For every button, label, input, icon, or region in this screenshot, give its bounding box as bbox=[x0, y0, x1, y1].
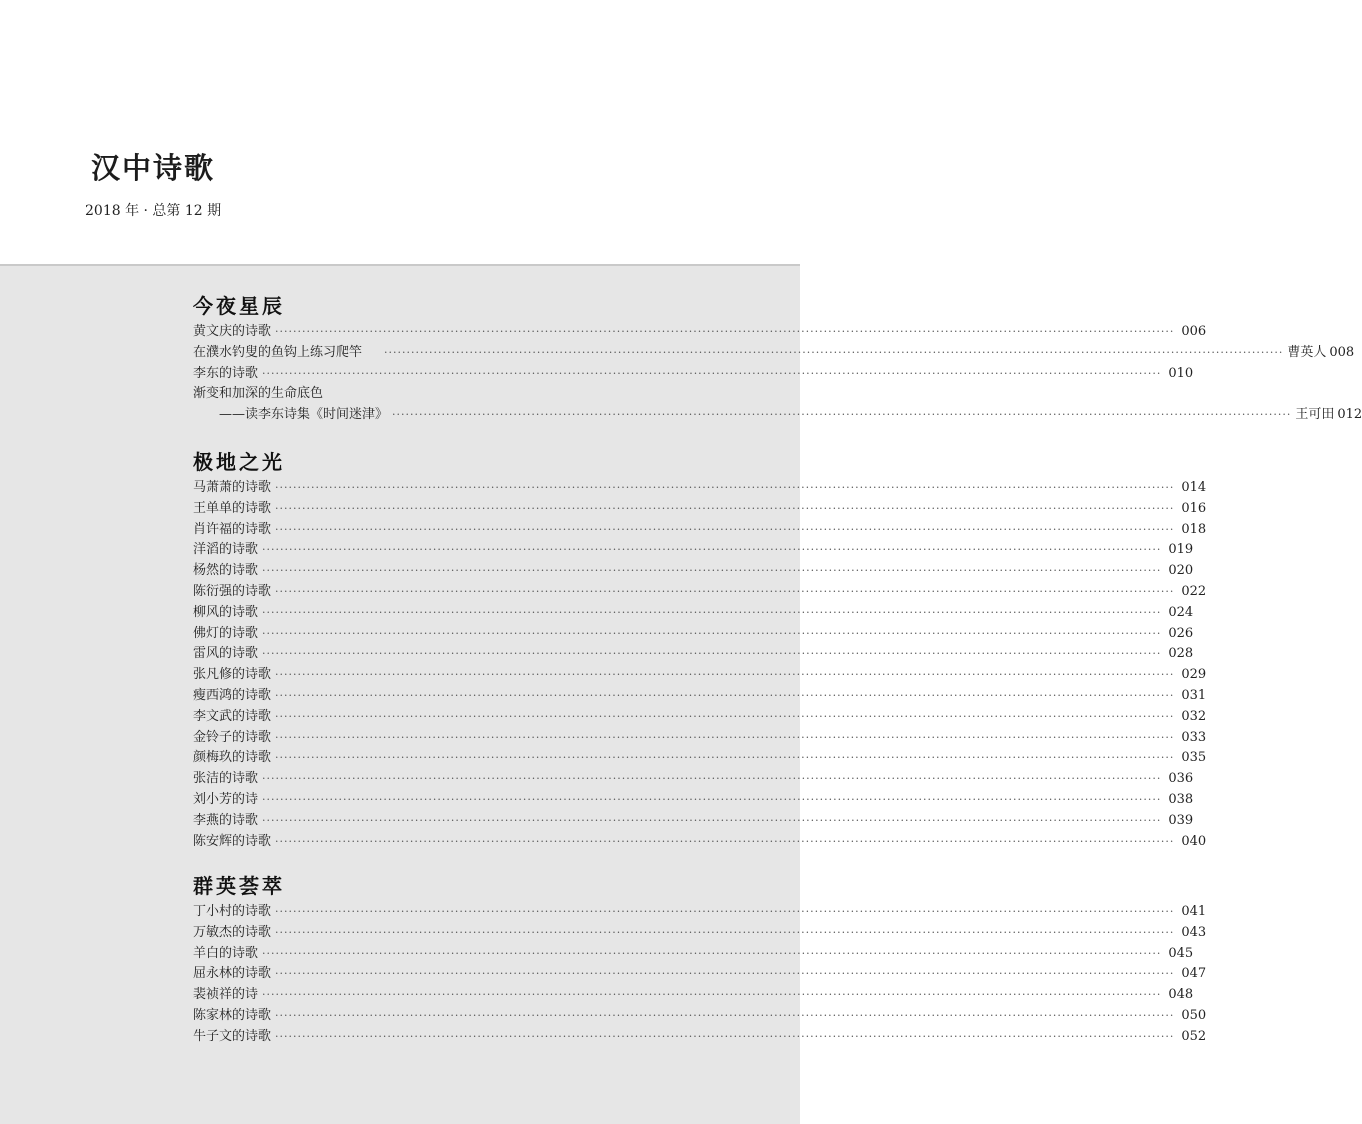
entry-title: 雷风的诗歌 bbox=[193, 646, 259, 662]
entry-page: 050 bbox=[1181, 1007, 1207, 1023]
dot-leader: ········································································································································································································ bbox=[275, 709, 1175, 723]
entry-title: 牛子文的诗歌 bbox=[193, 1028, 272, 1044]
entry-title: 李文武的诗歌 bbox=[193, 708, 272, 724]
toc-entry[interactable] bbox=[193, 964, 1207, 985]
toc-entry[interactable] bbox=[193, 811, 1194, 832]
entry-author: 王可田 bbox=[1295, 407, 1335, 423]
entry-title: 丁小村的诗歌 bbox=[193, 904, 272, 919]
entry-title: 李东的诗歌 bbox=[193, 365, 259, 381]
toc-entry[interactable] bbox=[193, 478, 1207, 499]
dot-leader: ········································································································································································································ bbox=[275, 481, 1175, 494]
page-header bbox=[0, 0, 800, 264]
entry-title: 李燕的诗歌 bbox=[193, 812, 259, 828]
toc-entry[interactable] bbox=[193, 832, 1207, 853]
entry-title: 陈衍强的诗歌 bbox=[193, 583, 272, 599]
entry-title: 洋滔的诗歌 bbox=[193, 542, 259, 558]
entry-page: 031 bbox=[1181, 687, 1207, 703]
toc-section-3 bbox=[193, 870, 1207, 1048]
toc-entry[interactable] bbox=[193, 902, 1207, 923]
section-title: 今夜星辰 bbox=[193, 294, 285, 318]
entry-page: 028 bbox=[1168, 646, 1194, 662]
toc-entry[interactable] bbox=[193, 624, 1194, 645]
entry-title: 肖许福的诗歌 bbox=[193, 521, 272, 537]
dot-leader: ········································································································································································································ bbox=[262, 564, 1162, 578]
entry-title: 渐变和加深的生命底色 bbox=[193, 386, 324, 402]
entry-title: 张凡修的诗歌 bbox=[193, 667, 272, 683]
toc-entry[interactable] bbox=[193, 769, 1194, 790]
entry-title: 羊白的诗歌 bbox=[193, 945, 259, 961]
dot-leader: ········································································································································································································ bbox=[262, 626, 1162, 640]
toc-entry[interactable] bbox=[193, 707, 1207, 728]
entry-page: 016 bbox=[1181, 500, 1207, 516]
dot-leader: ········································································································································································································ bbox=[275, 834, 1175, 848]
toc-entry[interactable] bbox=[193, 364, 1194, 385]
toc-entry[interactable] bbox=[193, 644, 1194, 665]
toc-entry[interactable] bbox=[193, 665, 1207, 686]
entry-title: 屈永林的诗歌 bbox=[193, 966, 272, 982]
entry-page: 010 bbox=[1168, 365, 1194, 381]
dot-leader: ········································································································································································································ bbox=[275, 584, 1175, 598]
entry-page: 043 bbox=[1181, 924, 1207, 940]
toc-entry[interactable] bbox=[193, 1027, 1207, 1048]
dot-leader: ········································································································································································································ bbox=[275, 325, 1175, 338]
entry-title: 在濮水钓叟的鱼钩上练习爬竿 bbox=[193, 344, 363, 360]
entry-page: 041 bbox=[1181, 904, 1207, 919]
toc-entry[interactable] bbox=[193, 923, 1207, 944]
entry-page: 047 bbox=[1181, 966, 1207, 982]
dot-leader: ········································································································································································································ bbox=[262, 813, 1162, 827]
entry-list bbox=[193, 478, 1207, 852]
entry-list bbox=[193, 902, 1207, 1048]
toc-entry-subtitle[interactable] bbox=[193, 405, 1362, 426]
entry-page: 036 bbox=[1168, 771, 1194, 787]
dot-leader: ········································································································································································································ bbox=[275, 925, 1175, 939]
entry-page: 026 bbox=[1168, 625, 1194, 641]
entry-page: 035 bbox=[1181, 750, 1207, 766]
entry-page: 029 bbox=[1181, 667, 1207, 683]
dot-leader: ········································································································································································································ bbox=[275, 688, 1175, 702]
magazine-title: 汉中诗歌 bbox=[91, 151, 216, 185]
entry-page: 040 bbox=[1181, 833, 1207, 849]
entry-page: 020 bbox=[1168, 563, 1194, 579]
toc-entry[interactable] bbox=[193, 985, 1194, 1006]
toc-entry[interactable] bbox=[193, 603, 1194, 624]
entry-page: 006 bbox=[1181, 324, 1207, 339]
dot-leader: ········································································································································································································ bbox=[262, 543, 1162, 557]
entry-title: ——读李东诗集《时间迷津》 bbox=[219, 407, 389, 423]
dot-leader: ········································································································································································································ bbox=[262, 605, 1162, 619]
entry-title: 金铃子的诗歌 bbox=[193, 729, 272, 745]
table-of-contents bbox=[0, 266, 1362, 1124]
toc-entry[interactable] bbox=[193, 748, 1207, 769]
toc-entry[interactable] bbox=[193, 499, 1207, 520]
entry-title: 柳风的诗歌 bbox=[193, 604, 259, 620]
toc-entry[interactable] bbox=[193, 686, 1207, 707]
toc-entry[interactable] bbox=[193, 343, 1355, 364]
toc-entry[interactable] bbox=[193, 582, 1207, 603]
entry-title: 杨然的诗歌 bbox=[193, 563, 259, 579]
entry-page: 014 bbox=[1181, 480, 1207, 495]
toc-entry[interactable] bbox=[193, 561, 1194, 582]
toc-entry[interactable] bbox=[193, 540, 1194, 561]
entry-page: 038 bbox=[1168, 791, 1194, 807]
section-title: 极地之光 bbox=[193, 450, 285, 474]
entry-page: 018 bbox=[1181, 521, 1207, 537]
dot-leader: ········································································································································································································ bbox=[384, 345, 1284, 359]
dot-leader: ········································································································································································································ bbox=[392, 408, 1292, 422]
entry-title: 佛灯的诗歌 bbox=[193, 625, 259, 641]
toc-entry[interactable] bbox=[193, 728, 1207, 749]
dot-leader: ········································································································································································································ bbox=[275, 522, 1175, 536]
entry-page: 019 bbox=[1168, 542, 1194, 558]
entry-author: 曹英人 bbox=[1287, 344, 1327, 360]
dot-leader: ········································································································································································································ bbox=[275, 668, 1175, 682]
toc-entry[interactable] bbox=[193, 1006, 1207, 1027]
dot-leader: ········································································································································································································ bbox=[275, 730, 1175, 744]
dot-leader: ········································································································································································································ bbox=[262, 647, 1162, 661]
issue-info: 2018 年 · 总第 12 期 bbox=[85, 203, 222, 219]
entry-title: 黄文庆的诗歌 bbox=[193, 324, 272, 339]
entry-title: 陈安辉的诗歌 bbox=[193, 833, 272, 849]
entry-page: 045 bbox=[1168, 945, 1194, 961]
entry-page: 033 bbox=[1181, 729, 1207, 745]
entry-list bbox=[193, 322, 1362, 426]
entry-page: 039 bbox=[1168, 812, 1194, 828]
entry-title: 刘小芳的诗 bbox=[193, 791, 259, 807]
dot-leader: ········································································································································································································ bbox=[275, 905, 1175, 918]
dot-leader: ········································································································································································································ bbox=[275, 501, 1175, 515]
entry-title: 万敏杰的诗歌 bbox=[193, 924, 272, 940]
entry-title: 马萧萧的诗歌 bbox=[193, 480, 272, 495]
dot-leader: ········································································································································································································ bbox=[262, 792, 1162, 806]
dot-leader: ········································································································································································································ bbox=[262, 366, 1162, 380]
entry-page: 032 bbox=[1181, 708, 1207, 724]
entry-title: 陈家林的诗歌 bbox=[193, 1007, 272, 1023]
toc-section-1 bbox=[193, 290, 1362, 426]
toc-entry[interactable] bbox=[193, 322, 1207, 343]
entry-page: 024 bbox=[1168, 604, 1194, 620]
entry-title: 王单单的诗歌 bbox=[193, 500, 272, 516]
entry-title: 颜梅玖的诗歌 bbox=[193, 750, 272, 766]
entry-page: 022 bbox=[1181, 583, 1207, 599]
entry-page: 048 bbox=[1168, 987, 1194, 1003]
toc-section-2 bbox=[193, 446, 1207, 852]
entry-title: 瘦西鸿的诗歌 bbox=[193, 687, 272, 703]
dot-leader: ········································································································································································································ bbox=[275, 967, 1175, 981]
toc-entry[interactable] bbox=[193, 944, 1194, 965]
entry-page: 012 bbox=[1337, 407, 1362, 423]
entry-title: 张洁的诗歌 bbox=[193, 771, 259, 787]
entry-page: 008 bbox=[1329, 344, 1355, 360]
dot-leader: ········································································································································································································ bbox=[262, 772, 1162, 786]
dot-leader: ········································································································································································································ bbox=[275, 1029, 1175, 1043]
dot-leader: ········································································································································································································ bbox=[275, 751, 1175, 765]
entry-page: 052 bbox=[1181, 1028, 1207, 1044]
toc-entry[interactable] bbox=[193, 520, 1207, 541]
dot-leader: ········································································································································································································ bbox=[262, 946, 1162, 960]
section-title: 群英荟萃 bbox=[193, 874, 285, 898]
entry-title: 裴祯祥的诗 bbox=[193, 987, 259, 1003]
dot-leader: ········································································································································································································ bbox=[262, 988, 1162, 1002]
dot-leader: ········································································································································································································ bbox=[275, 1008, 1175, 1022]
toc-entry[interactable] bbox=[193, 790, 1194, 811]
toc-entry[interactable] bbox=[193, 384, 719, 405]
